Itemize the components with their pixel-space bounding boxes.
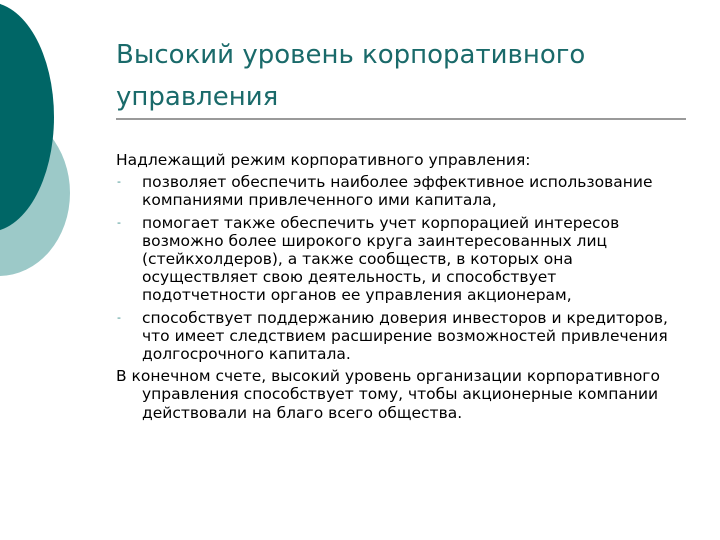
conclusion-text: В конечном счете, высокий уровень организации корпоративного управления способствует тому, чтобы акционерные компании действовали на благо всего общества.	[116, 367, 660, 422]
bullet-list	[116, 173, 676, 363]
bullet-item	[116, 173, 676, 209]
bullet-item	[116, 309, 676, 364]
bullet-dash-icon: -	[117, 175, 121, 189]
bullet-dash-icon: -	[117, 215, 121, 229]
bullet-dash-icon: -	[117, 310, 121, 324]
title-divider	[116, 118, 686, 120]
bullet-text: помогает также обеспечить учет корпорацией интересов возможно более широкого круга заинтересованных лиц (стейкхолдеров), а также сообществ, в которых она осуществляет свою деятельность, и способствует подотчетности органов ее управления акционерам,	[142, 213, 620, 305]
intro-text: Надлежащий режим корпоративного управления:	[116, 151, 531, 169]
bullet-text: способствует поддержанию доверия инвесторов и кредиторов, что имеет следствием расширение возможностей привлечения долгосрочного капитала.	[142, 308, 668, 364]
bullet-item	[116, 214, 676, 305]
slide-title: Высокий уровень корпоративного управления	[116, 40, 586, 112]
slide-body	[116, 151, 676, 422]
bullet-text: позволяет обеспечить наиболее эффективное использование компаниями привлеченного ими капитала,	[142, 173, 653, 210]
